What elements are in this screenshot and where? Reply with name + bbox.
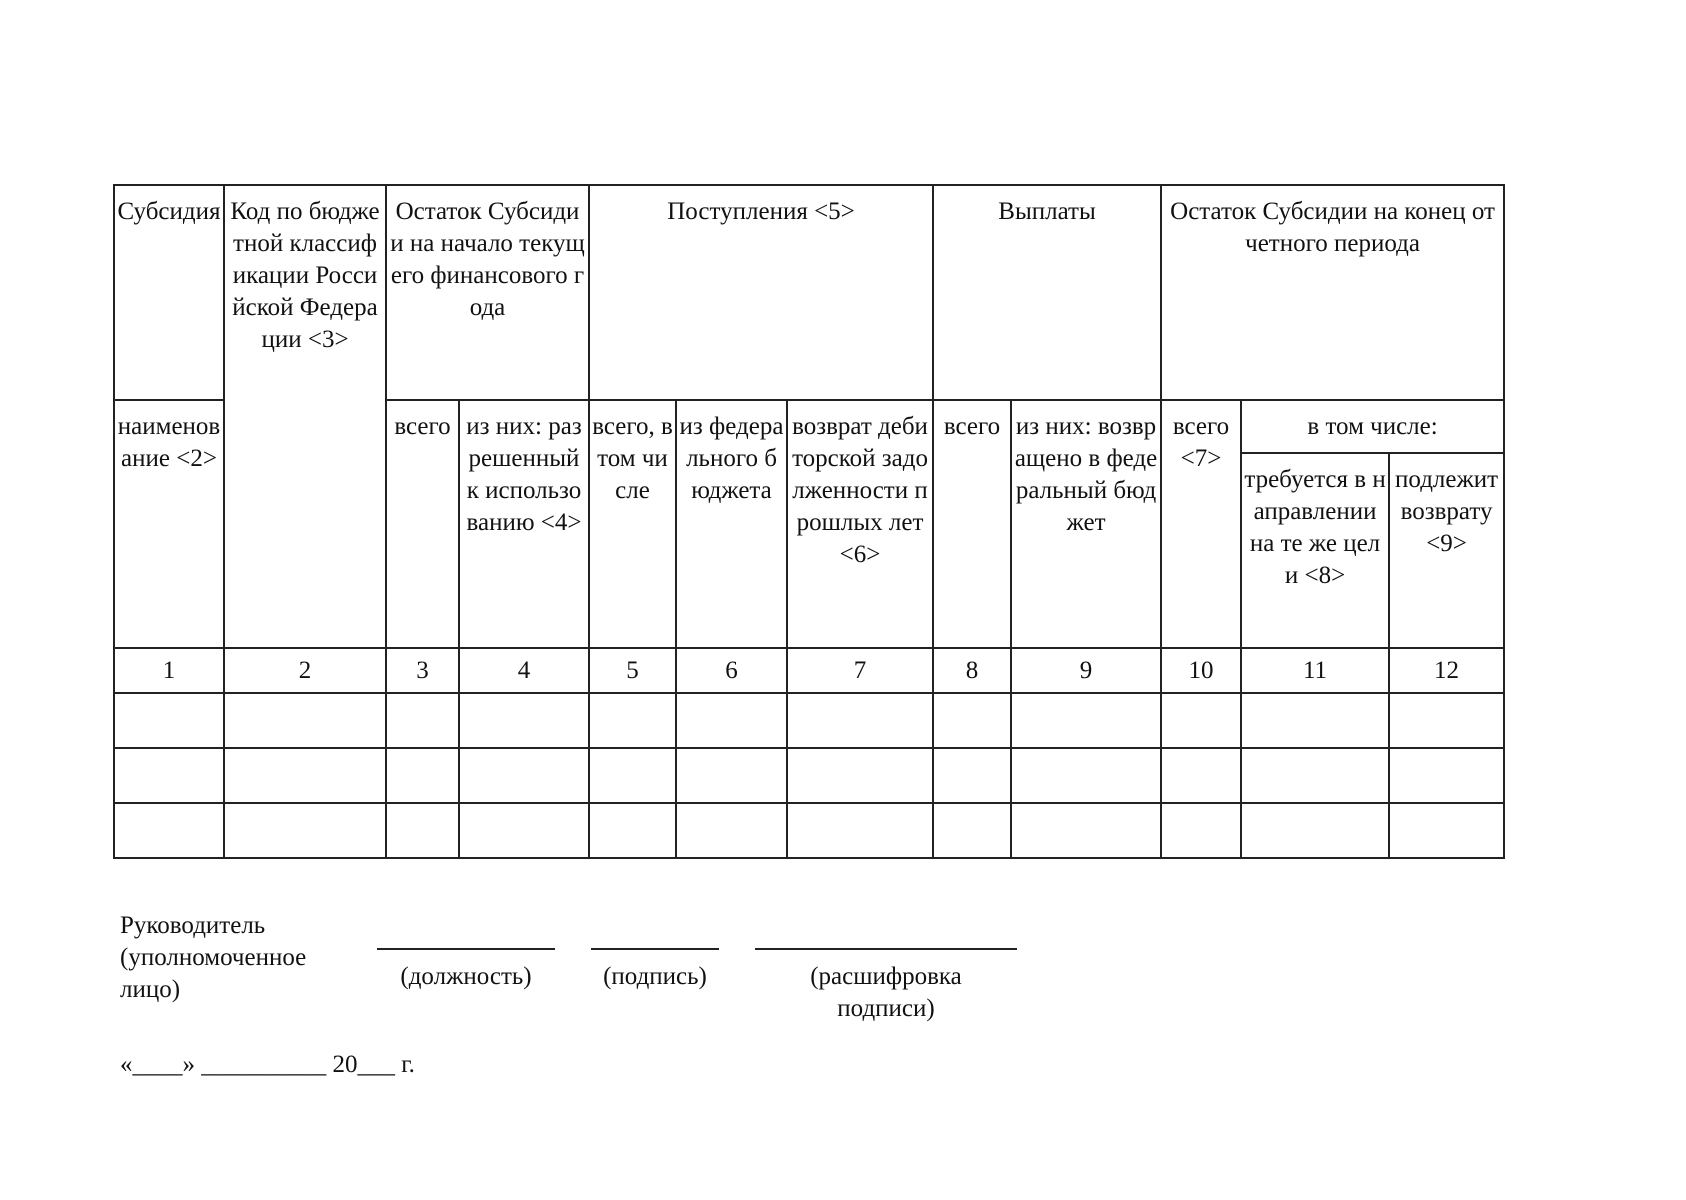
header-subsidy-name: наименование <2> xyxy=(114,400,224,648)
table-cell[interactable] xyxy=(1011,693,1161,748)
table-cell[interactable] xyxy=(933,803,1011,858)
table-row xyxy=(114,748,1504,803)
table-cell[interactable] xyxy=(787,748,933,803)
column-number: 1 xyxy=(114,648,224,693)
header-receipts-return: возврат дебиторской задолженности прошлых лет <6> xyxy=(787,400,933,648)
signature-decoding-line[interactable] xyxy=(755,948,1017,950)
column-number: 9 xyxy=(1011,648,1161,693)
table-cell[interactable] xyxy=(787,693,933,748)
header-end-same-goals: требуется в направлении на те же цели <8> xyxy=(1241,453,1389,648)
column-number: 6 xyxy=(676,648,787,693)
position-caption: (должность) xyxy=(400,963,532,990)
position-line[interactable] xyxy=(377,948,555,950)
table-cell[interactable] xyxy=(1241,748,1389,803)
header-receipts: Поступления <5> xyxy=(589,185,933,400)
table-cell[interactable] xyxy=(224,803,386,858)
header-receipts-federal: из федерального бюджета xyxy=(676,400,787,648)
table-cell[interactable] xyxy=(114,803,224,858)
table-cell[interactable] xyxy=(676,693,787,748)
header-end-including: в том числе: xyxy=(1241,400,1504,453)
table-cell[interactable] xyxy=(589,748,676,803)
header-end-to-return: подлежит возврату <9> xyxy=(1389,453,1504,648)
table-row xyxy=(114,693,1504,748)
column-number: 12 xyxy=(1389,648,1504,693)
table-cell[interactable] xyxy=(386,803,459,858)
table-cell[interactable] xyxy=(459,748,589,803)
signature-decoding-caption: (расшифровка подписи) xyxy=(810,963,962,1022)
table-cell[interactable] xyxy=(933,748,1011,803)
table-cell[interactable] xyxy=(386,748,459,803)
column-number: 4 xyxy=(459,648,589,693)
table-cell[interactable] xyxy=(114,693,224,748)
header-payments-total: всего xyxy=(933,400,1011,648)
table-cell[interactable] xyxy=(1161,803,1241,858)
table-cell[interactable] xyxy=(459,693,589,748)
table-cell[interactable] xyxy=(1011,803,1161,858)
header-start-balance: Остаток Субсидии на начало текущего финансового года xyxy=(386,185,589,400)
table-cell[interactable] xyxy=(1161,748,1241,803)
column-number: 3 xyxy=(386,648,459,693)
date-line[interactable]: «____» __________ 20___ г. xyxy=(120,1051,415,1078)
table-cell[interactable] xyxy=(386,693,459,748)
header-budget-code: Код по бюджетной классификации Российской Федерации <3> xyxy=(224,185,386,648)
table-cell[interactable] xyxy=(933,693,1011,748)
column-number: 10 xyxy=(1161,648,1241,693)
table-cell[interactable] xyxy=(114,748,224,803)
table-cell[interactable] xyxy=(676,803,787,858)
header-subsidy: Субсидия xyxy=(114,185,224,400)
header-payments-returned: из них: возвращено в федеральный бюджет xyxy=(1011,400,1161,648)
signature-line[interactable] xyxy=(591,948,719,950)
table-row xyxy=(114,803,1504,858)
signer-label: Руководитель (уполномоченное лицо) xyxy=(120,912,307,1003)
subsidy-report-table xyxy=(113,184,1505,859)
table-cell[interactable] xyxy=(224,693,386,748)
header-receipts-total: всего, в том числе xyxy=(589,400,676,648)
table-cell[interactable] xyxy=(1161,693,1241,748)
column-number: 7 xyxy=(787,648,933,693)
column-number: 11 xyxy=(1241,648,1389,693)
header-end-total: всего <7> xyxy=(1161,400,1241,648)
table-cell[interactable] xyxy=(224,748,386,803)
table-cell[interactable] xyxy=(589,803,676,858)
table-cell[interactable] xyxy=(1389,803,1504,858)
header-start-total: всего xyxy=(386,400,459,648)
column-number: 5 xyxy=(589,648,676,693)
table-cell[interactable] xyxy=(589,693,676,748)
column-number: 8 xyxy=(933,648,1011,693)
header-end-balance: Остаток Субсидии на конец отчетного периода xyxy=(1161,185,1504,400)
header-start-allowed: из них: разрешенный к использованию <4> xyxy=(459,400,589,648)
table-cell[interactable] xyxy=(787,803,933,858)
table-cell[interactable] xyxy=(1241,803,1389,858)
header-payments: Выплаты xyxy=(933,185,1161,400)
signature-caption: (подпись) xyxy=(603,963,707,990)
column-number-row xyxy=(114,648,1504,693)
table-cell[interactable] xyxy=(459,803,589,858)
column-number: 2 xyxy=(224,648,386,693)
table-cell[interactable] xyxy=(1011,748,1161,803)
table-cell[interactable] xyxy=(1241,693,1389,748)
table-cell[interactable] xyxy=(1389,748,1504,803)
table-cell[interactable] xyxy=(676,748,787,803)
table-cell[interactable] xyxy=(1389,693,1504,748)
